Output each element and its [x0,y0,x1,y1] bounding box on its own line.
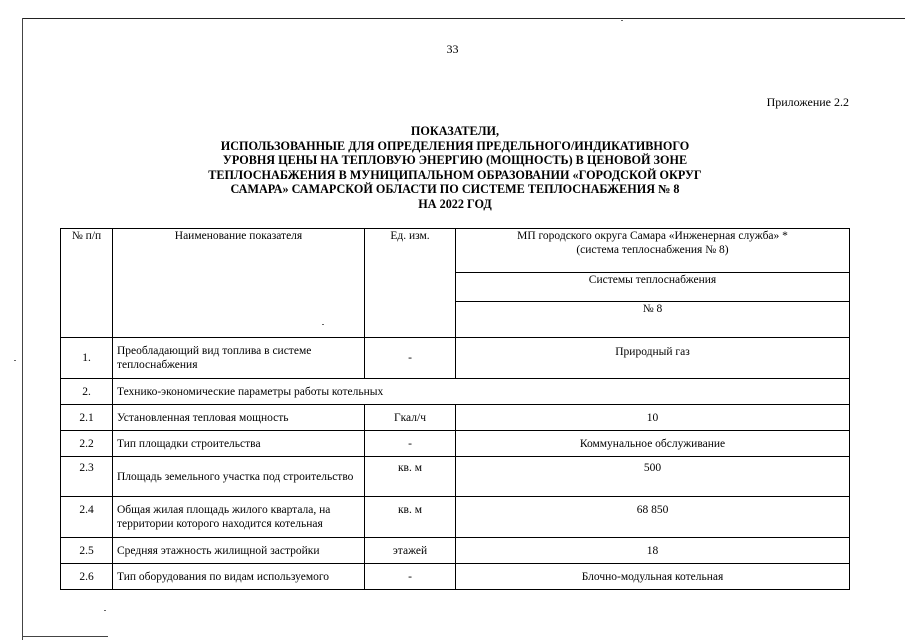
row-unit: кв. м [365,497,456,538]
title-line: УРОВНЯ ЦЕНЫ НА ТЕПЛОВУЮ ЭНЕРГИЮ (МОЩНОСТЬ) В ЦЕНОВОЙ ЗОНЕ [222,153,688,168]
row-num: 1. [61,338,113,379]
row-name: Тип площадки строительства [113,431,365,457]
row-num: 2.5 [61,538,113,564]
header-organization [456,229,850,273]
row-unit: этажей [365,538,456,564]
row-name: Общая жилая площадь жилого квартала, на территории которого находится котельная [113,497,365,538]
document-title [150,124,760,212]
table-row [61,338,850,379]
header-system-no: № 8 [456,302,850,338]
table-row [61,564,850,590]
header-unit: Ед. изм. [365,229,456,338]
title-line: НА 2022 ГОД [418,196,492,211]
scan-border-top [22,18,905,19]
row-unit: - [365,431,456,457]
row-unit: - [365,564,456,590]
table-row [61,431,850,457]
row-value: Природный газ [456,338,850,379]
row-num: 2.1 [61,405,113,431]
row-value: Блочно-модульная котельная [456,564,850,590]
header-systems: Системы теплоснабжения [456,273,850,302]
scan-border-left [22,18,23,640]
header-org-line: МП городского округа Самара «Инженерная служба» * [517,230,788,242]
title-line: ИСПОЛЬЗОВАННЫЕ ДЛЯ ОПРЕДЕЛЕНИЯ ПРЕДЕЛЬНОГО/ИНДИКАТИВНОГО [220,138,690,153]
scan-speck [14,360,16,361]
scan-speck [621,20,623,21]
header-org-line: (система теплоснабжения № 8) [576,244,729,256]
row-num: 2.4 [61,497,113,538]
table-row-section [61,379,850,405]
row-value: 500 [456,457,850,497]
table-row [61,497,850,538]
indicators-table [60,228,850,590]
title-line: ТЕПЛОСНАБЖЕНИЯ В МУНИЦИПАЛЬНОМ ОБРАЗОВАНИИ «ГОРОДСКОЙ ОКРУГ [208,167,702,182]
appendix-label: Приложение 2.2 [766,95,849,109]
table-row [61,457,850,497]
row-unit: Гкал/ч [365,405,456,431]
row-name: Преобладающий вид топлива в системе теплоснабжения [113,338,365,379]
page-number: 33 [446,42,459,56]
row-name: Установленная тепловая мощность [113,405,365,431]
row-value: 68 850 [456,497,850,538]
row-unit: - [365,338,456,379]
table-row [61,538,850,564]
scan-speck [104,610,106,611]
row-num: 2. [61,379,113,405]
row-num: 2.3 [61,457,113,497]
row-name: Площадь земельного участка под строительство [113,457,365,497]
title-line: САМАРА» САМАРСКОЙ ОБЛАСТИ ПО СИСТЕМЕ ТЕПЛОСНАБЖЕНИЯ № 8 [230,182,680,197]
header-num: № п/п [61,229,113,338]
footnote-separator [22,636,108,637]
row-num: 2.2 [61,431,113,457]
row-value: Коммунальное обслуживание [456,431,850,457]
table-row [61,405,850,431]
row-name: Тип оборудования по видам используемого [113,564,365,590]
header-row [61,229,850,273]
header-name: Наименование показателя [113,229,365,338]
row-unit: кв. м [365,457,456,497]
row-value: 18 [456,538,850,564]
title-line: ПОКАЗАТЕЛИ, [410,124,500,138]
row-name: Средняя этажность жилищной застройки [113,538,365,564]
row-num: 2.6 [61,564,113,590]
row-name: Технико-экономические параметры работы котельных [113,379,850,405]
row-value: 10 [456,405,850,431]
